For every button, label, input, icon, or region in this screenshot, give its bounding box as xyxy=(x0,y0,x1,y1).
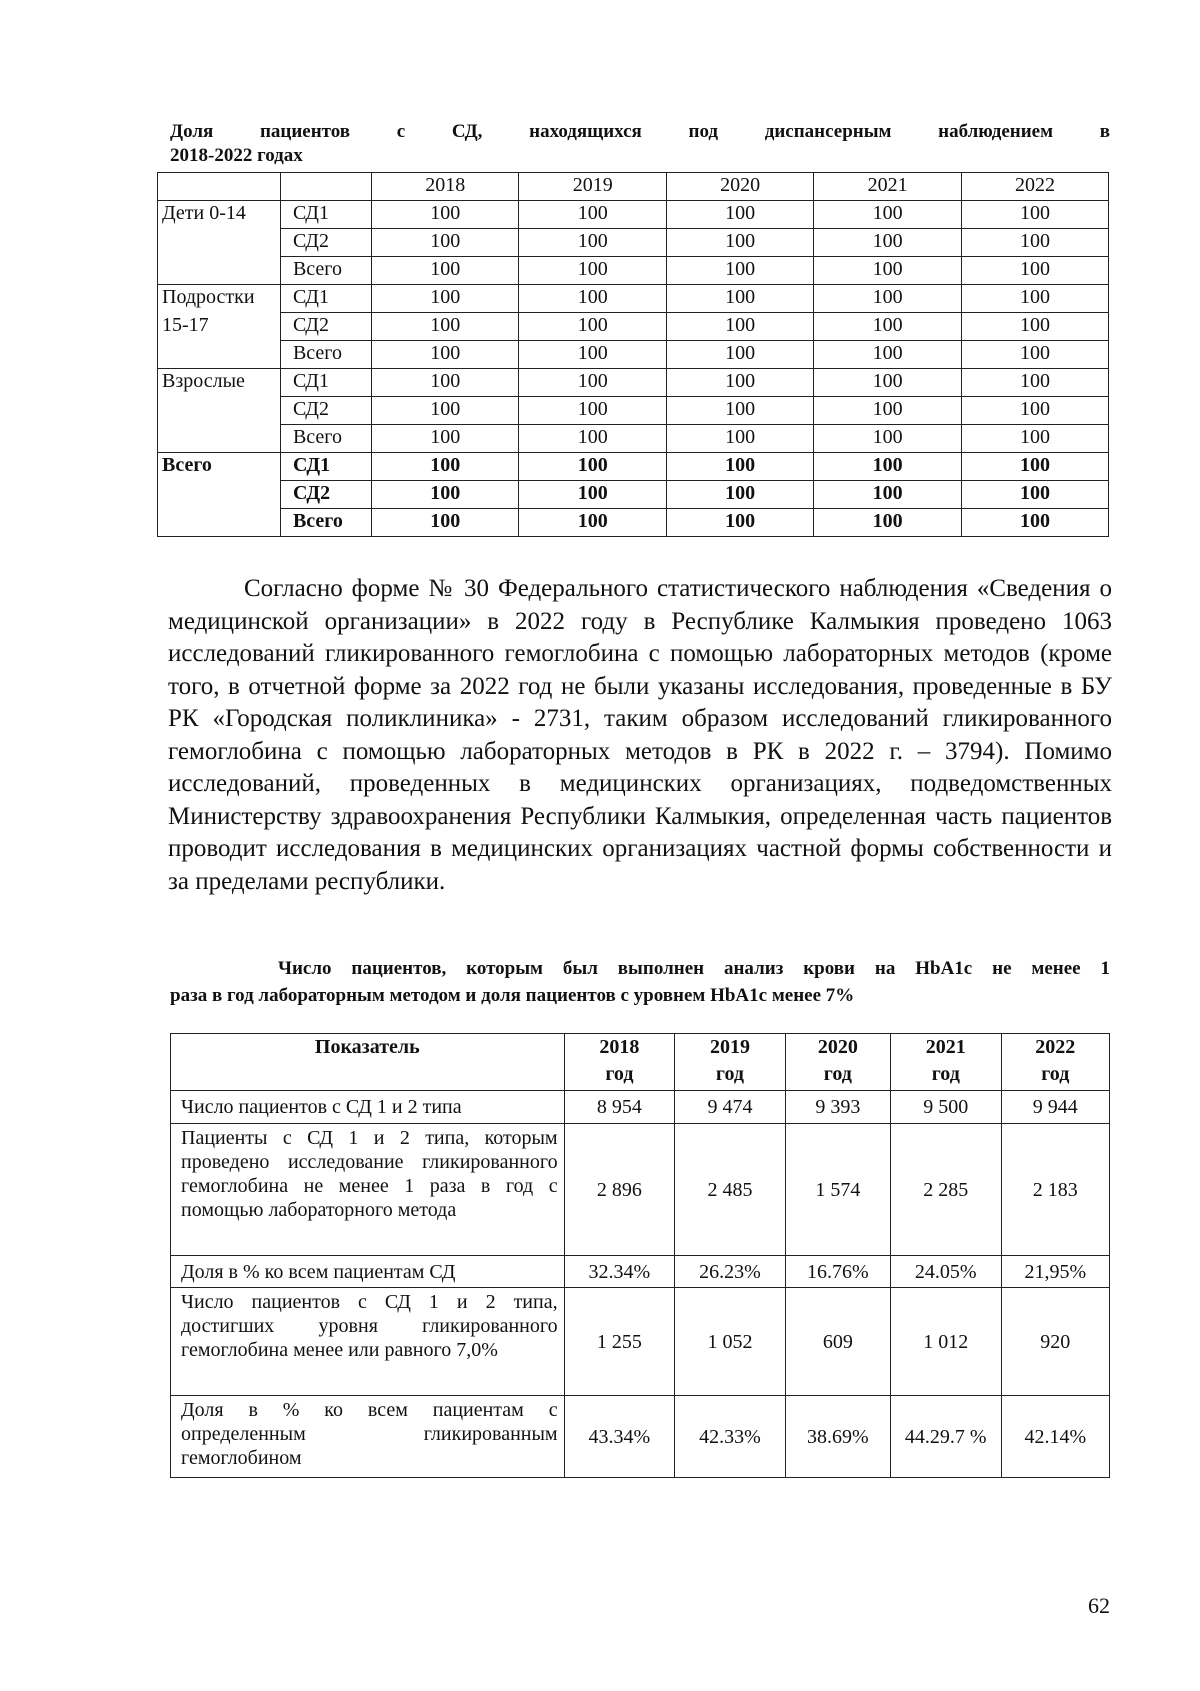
table1-value-cell: 100 xyxy=(372,229,519,257)
table1-value-cell: 100 xyxy=(519,257,667,285)
table1-value-cell: 100 xyxy=(519,481,667,509)
table2-row xyxy=(171,1091,1110,1124)
table1-value-cell: 100 xyxy=(814,341,962,369)
table2-value-cell: 1 574 xyxy=(785,1124,890,1256)
table1-value-cell: 100 xyxy=(814,229,962,257)
table1-group-cell: Взрослые xyxy=(158,369,281,397)
table1-value-cell: 100 xyxy=(962,453,1109,481)
table2-value-cell: 9 500 xyxy=(890,1091,1001,1124)
table1-type-cell: Всего xyxy=(280,425,371,453)
table2-value-cell: 2 183 xyxy=(1001,1124,1109,1256)
table2-value-cell: 609 xyxy=(785,1288,890,1396)
table1-value-cell: 100 xyxy=(519,453,667,481)
table2-indicator-header: Показатель xyxy=(171,1034,565,1091)
table1 xyxy=(157,172,1109,537)
table1-row xyxy=(158,313,1109,341)
table1-type-cell: СД1 xyxy=(280,285,371,313)
table2-year-value: 2018 xyxy=(599,1036,640,1058)
table1-value-cell: 100 xyxy=(962,229,1109,257)
table2-label-cell: Доля в % ко всем пациентам с определенным гликированным гемоглобином xyxy=(171,1396,565,1478)
table1-type-cell: Всего xyxy=(280,341,371,369)
table1-type-cell: Всего xyxy=(280,257,371,285)
table1-value-cell: 100 xyxy=(519,397,667,425)
table2-value-cell: 42.33% xyxy=(675,1396,786,1478)
table2-header-row xyxy=(171,1034,1110,1091)
table1-type-cell: СД1 xyxy=(280,201,371,229)
table2-year-value: 2021 xyxy=(925,1036,966,1058)
paragraph-text: Согласно форме № 30 Федерального статистического наблюдения «Сведения о медицинской организации» в 2022 году в Республике Калмыкия проведено 1063 исследований гликированного гемоглобина с помощью лабораторных методов (кроме того, в отчетной форме за 2022 год не были указаны исследования, проведенные в БУ РК «Городская поликлиника» - 2731, таким образом исследований гликированного гемоглобина с помощью лабораторных методов в РК в 2022 г. – 3794). Помимо исследований, проведенных в медицинских организациях, подведомственных Министерству здравоохранения Республики Калмыкия, определенная часть пациентов проводит исследования в медицинских организациях частной формы собственности и за пределами республики. xyxy=(168,575,1112,895)
table1-row xyxy=(158,397,1109,425)
table1-type-cell: Всего xyxy=(280,509,371,537)
table2-value-cell: 26.23% xyxy=(675,1256,786,1288)
table1-row xyxy=(158,341,1109,369)
table1-value-cell: 100 xyxy=(667,341,814,369)
table1-value-cell: 100 xyxy=(667,201,814,229)
table2-value-cell: 1 255 xyxy=(564,1288,675,1396)
table1-value-cell: 100 xyxy=(814,397,962,425)
table1-value-cell: 100 xyxy=(667,257,814,285)
table1-value-cell: 100 xyxy=(962,201,1109,229)
table1-group-cell xyxy=(158,397,281,425)
table1-value-cell: 100 xyxy=(372,481,519,509)
table2-year-header xyxy=(785,1034,890,1091)
table2-value-cell: 2 285 xyxy=(890,1124,1001,1256)
table2-value-cell: 43.34% xyxy=(564,1396,675,1478)
table2-year-suffix: год xyxy=(1041,1063,1070,1085)
table1-value-cell: 100 xyxy=(962,481,1109,509)
table1-header-blank xyxy=(158,173,281,201)
table1-value-cell: 100 xyxy=(372,369,519,397)
table2-label-cell: Число пациентов с СД 1 и 2 типа, достигших уровня гликированного гемоглобина менее или равного 7,0% xyxy=(171,1288,565,1396)
table1-header-blank xyxy=(280,173,371,201)
table2-year-header xyxy=(1001,1034,1109,1091)
table2-value-cell: 32.34% xyxy=(564,1256,675,1288)
table2-label-cell: Пациенты с СД 1 и 2 типа, которым проведено исследование гликированного гемоглобина не менее 1 раза в год с помощью лабораторного метода xyxy=(171,1124,565,1256)
table2-value-cell: 9 474 xyxy=(675,1091,786,1124)
table1-value-cell: 100 xyxy=(519,201,667,229)
table1-value-cell: 100 xyxy=(372,285,519,313)
table1-value-cell: 100 xyxy=(372,453,519,481)
table1-title-line2: 2018-2022 годах xyxy=(170,145,303,166)
table1-row xyxy=(158,229,1109,257)
table1-value-cell: 100 xyxy=(814,369,962,397)
table1-group-cell xyxy=(158,341,281,369)
table1-value-cell: 100 xyxy=(667,481,814,509)
table2-label-cell: Доля в % ко всем пациентам СД xyxy=(171,1256,565,1288)
table1-value-cell: 100 xyxy=(667,313,814,341)
table1-row xyxy=(158,509,1109,537)
table1-value-cell: 100 xyxy=(667,229,814,257)
table1-value-cell: 100 xyxy=(962,341,1109,369)
table1-value-cell: 100 xyxy=(962,257,1109,285)
table2-value-cell: 920 xyxy=(1001,1288,1109,1396)
table1-value-cell: 100 xyxy=(372,397,519,425)
table2-title-line2: раза в год лабораторным методом и доля пациентов с уровнем HbA1c менее 7% xyxy=(170,985,855,1006)
table1-value-cell: 100 xyxy=(667,397,814,425)
table2-value-cell: 38.69% xyxy=(785,1396,890,1478)
table1-value-cell: 100 xyxy=(667,453,814,481)
table1-type-cell: СД1 xyxy=(280,369,371,397)
table1-row xyxy=(158,369,1109,397)
table1-row xyxy=(158,257,1109,285)
table1-value-cell: 100 xyxy=(962,425,1109,453)
table1-value-cell: 100 xyxy=(962,369,1109,397)
table2-year-header xyxy=(564,1034,675,1091)
table1-value-cell: 100 xyxy=(372,257,519,285)
table2-row xyxy=(171,1288,1110,1396)
table1-row xyxy=(158,453,1109,481)
table2-value-cell: 1 012 xyxy=(890,1288,1001,1396)
table1-type-cell: СД2 xyxy=(280,229,371,257)
table1-year-header: 2020 xyxy=(667,173,814,201)
table1-value-cell: 100 xyxy=(372,509,519,537)
table2-year-header xyxy=(890,1034,1001,1091)
table1-value-cell: 100 xyxy=(814,481,962,509)
table1-value-cell: 100 xyxy=(962,313,1109,341)
table2-row xyxy=(171,1396,1110,1478)
table1-value-cell: 100 xyxy=(519,425,667,453)
table2-value-cell: 2 485 xyxy=(675,1124,786,1256)
table2-value-cell: 44.29.7 % xyxy=(890,1396,1001,1478)
table2-year-suffix: год xyxy=(823,1063,852,1085)
table1-value-cell: 100 xyxy=(519,509,667,537)
table2-year-suffix: год xyxy=(715,1063,745,1085)
table1-title: Доля пациентов с СД, находящихся под диспансерным наблюдением в xyxy=(170,121,1110,142)
table1-value-cell: 100 xyxy=(667,369,814,397)
table1-value-cell: 100 xyxy=(519,369,667,397)
table1-value-cell: 100 xyxy=(814,313,962,341)
table1-value-cell: 100 xyxy=(519,313,667,341)
table2-value-cell: 9 393 xyxy=(785,1091,890,1124)
table2-value-cell: 2 896 xyxy=(564,1124,675,1256)
table1-group-cell: Дети 0-14 xyxy=(158,201,281,229)
table1-group-cell xyxy=(158,425,281,453)
table1-header-row xyxy=(158,173,1109,201)
table1-group-cell xyxy=(158,229,281,257)
table1-value-cell: 100 xyxy=(814,201,962,229)
table1-group-cell: 15-17 xyxy=(158,313,281,341)
table1-value-cell: 100 xyxy=(814,509,962,537)
table2-value-cell: 16.76% xyxy=(785,1256,890,1288)
body-paragraph xyxy=(168,573,1112,898)
table1-value-cell: 100 xyxy=(667,285,814,313)
table2-year-header xyxy=(675,1034,786,1091)
table1-value-cell: 100 xyxy=(667,425,814,453)
table1-value-cell: 100 xyxy=(814,285,962,313)
table1-row xyxy=(158,201,1109,229)
table2-title-line1: Число пациентов, которым был выполнен анализ крови на HbA1c не менее 1 xyxy=(278,958,1110,979)
table1-type-cell: СД2 xyxy=(280,481,371,509)
table1-value-cell: 100 xyxy=(519,341,667,369)
table2-year-value: 2019 xyxy=(709,1036,750,1058)
table1-group-cell xyxy=(158,481,281,509)
table2-value-cell: 24.05% xyxy=(890,1256,1001,1288)
table1-year-header: 2021 xyxy=(814,173,962,201)
table1-group-cell xyxy=(158,257,281,285)
table2-label-cell: Число пациентов с СД 1 и 2 типа xyxy=(171,1091,565,1124)
table2-year-suffix: год xyxy=(931,1063,960,1085)
table1-value-cell: 100 xyxy=(372,313,519,341)
table1-year-header: 2019 xyxy=(519,173,667,201)
page-number: 62 xyxy=(1088,1593,1110,1618)
table1-group-cell xyxy=(158,509,281,537)
table2-row xyxy=(171,1124,1110,1256)
table2-year-value: 2020 xyxy=(817,1036,858,1058)
table1-value-cell: 100 xyxy=(519,285,667,313)
table1-row xyxy=(158,285,1109,313)
table1-value-cell: 100 xyxy=(519,229,667,257)
table1-value-cell: 100 xyxy=(814,257,962,285)
table1-type-cell: СД1 xyxy=(280,453,371,481)
table1-value-cell: 100 xyxy=(667,509,814,537)
table1-group-cell: Подростки xyxy=(158,285,281,313)
table1-value-cell: 100 xyxy=(814,425,962,453)
table1-year-header: 2018 xyxy=(372,173,519,201)
table1-row xyxy=(158,425,1109,453)
table2-title xyxy=(170,955,1110,1009)
table1-value-cell: 100 xyxy=(372,201,519,229)
table2-year-suffix: год xyxy=(605,1063,634,1085)
table2-value-cell: 21,95% xyxy=(1001,1256,1109,1288)
table2-value-cell: 42.14% xyxy=(1001,1396,1109,1478)
table2-value-cell: 9 944 xyxy=(1001,1091,1109,1124)
table1-value-cell: 100 xyxy=(962,509,1109,537)
table1-value-cell: 100 xyxy=(372,341,519,369)
table1-row xyxy=(158,481,1109,509)
table2-row xyxy=(171,1256,1110,1288)
table2-value-cell: 1 052 xyxy=(675,1288,786,1396)
table2-value-cell: 8 954 xyxy=(564,1091,675,1124)
table1-type-cell: СД2 xyxy=(280,313,371,341)
table1-type-cell: СД2 xyxy=(280,397,371,425)
table1-year-header: 2022 xyxy=(962,173,1109,201)
table2-year-value: 2022 xyxy=(1035,1036,1076,1058)
table1-group-cell: Всего xyxy=(158,453,281,481)
table1-value-cell: 100 xyxy=(372,425,519,453)
table1-value-cell: 100 xyxy=(962,397,1109,425)
table1-value-cell: 100 xyxy=(814,453,962,481)
table2 xyxy=(170,1033,1110,1478)
table1-value-cell: 100 xyxy=(962,285,1109,313)
